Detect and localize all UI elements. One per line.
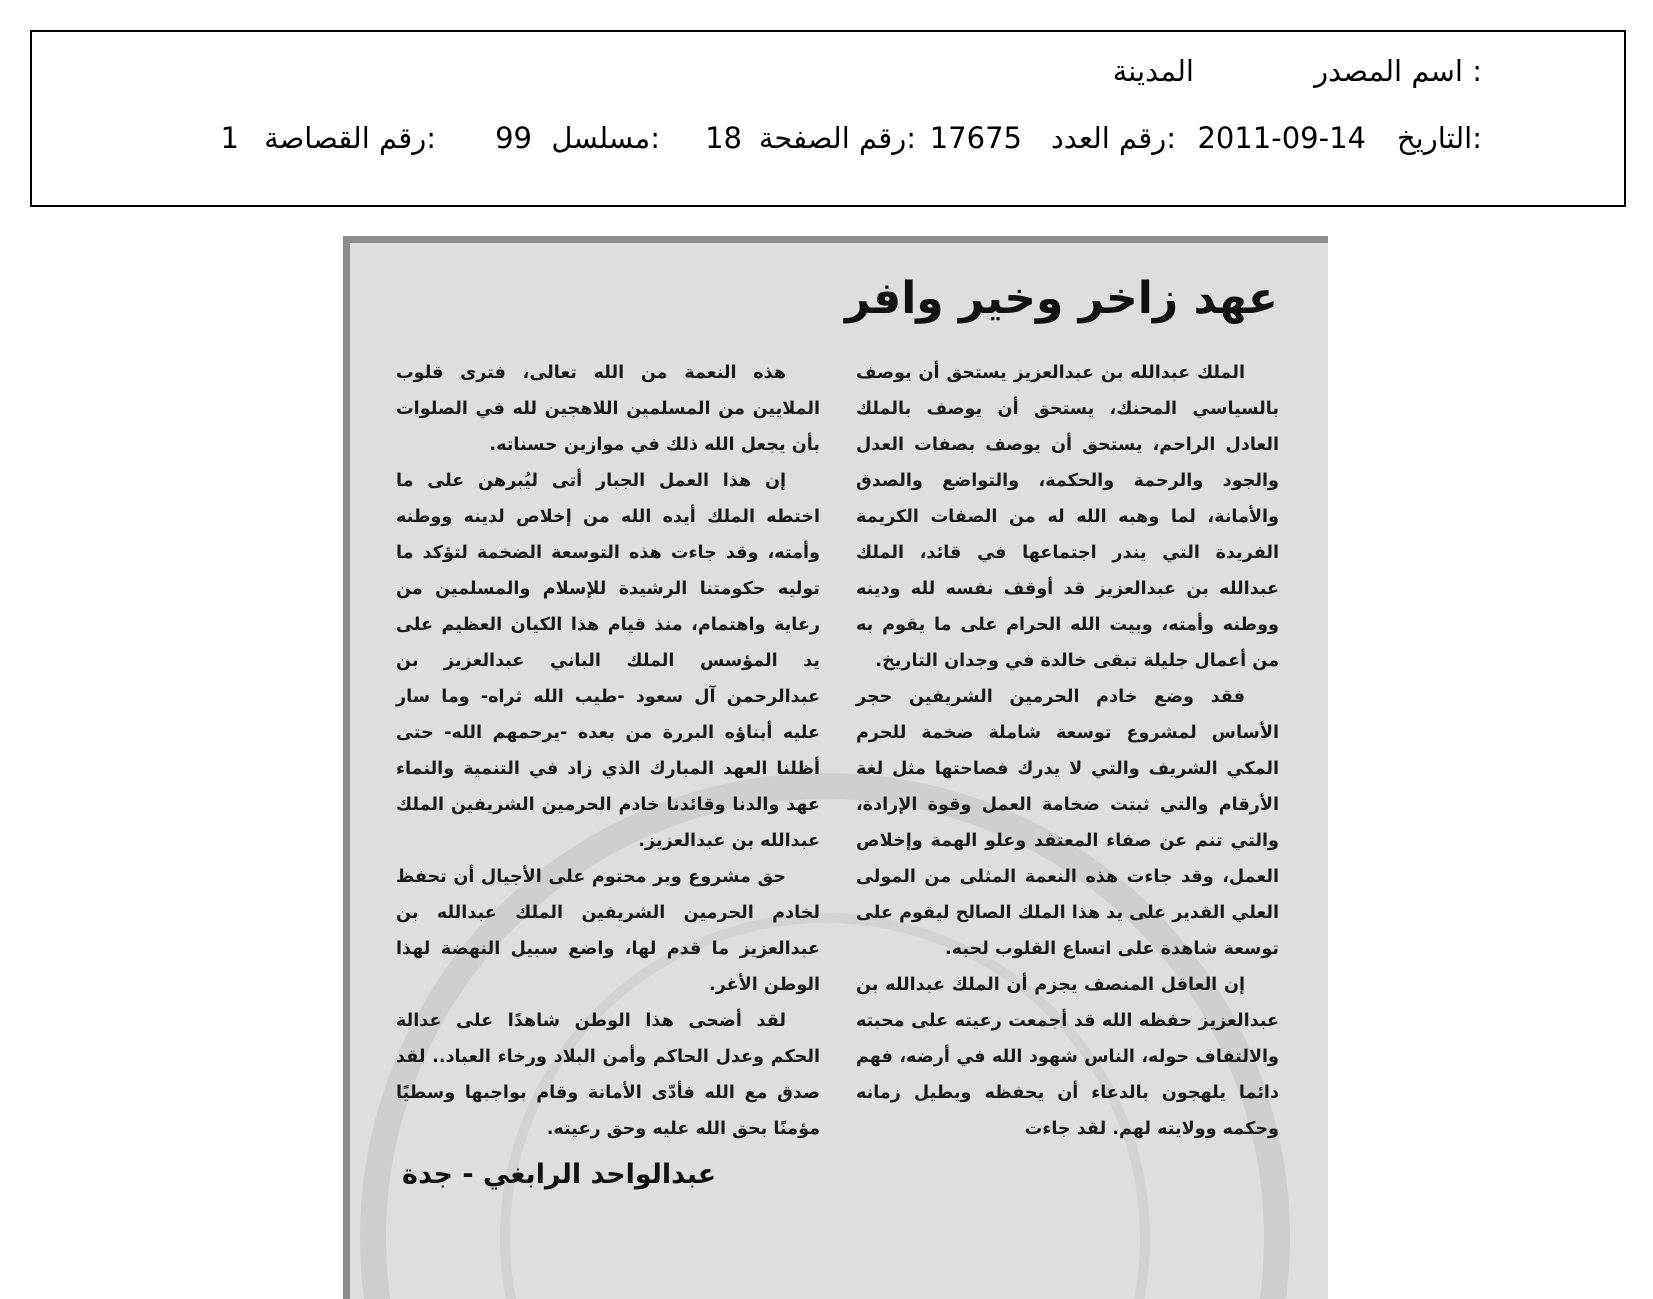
metadata-header [30,30,1626,207]
issue-label: رقم العدد: [1050,121,1176,155]
paragraph: فقد وضع خادم الحرمين الشريفين حجر الأساس لمشروع توسعة شاملة ضخمة للحرم المكي الشريف والتي لا يدرك فصاحتها مثل لغة الأرقام والتي ثبتت ضخامة العمل وقوة الإرادة، والتي تنم عن صفاء المعتقد وعلو الهمة وإخلاص العمل، وقد جاءت هذه النعمة المثلى من المولى العلي القدير على يد هذا الملك الصالح ليقوم على توسعة شاهدة على اتساع القلوب لحبه. [856,687,1279,959]
date-label: التاريخ: [1396,121,1482,155]
newspaper-clipping [343,236,1328,1299]
source-label: اسم المصدر : [1314,54,1482,88]
date-value: 2011-09-14 [1197,121,1366,155]
paragraph: إن هذا العمل الجبار أتى ليُبرهن على ما اختطه الملك أيده الله من إخلاص لدينه ووطنه وأمته، وقد جاءت هذه التوسعة الضخمة لتؤكد ما توليه حكومتنا الرشيدة للإسلام والمسلمين من رعاية واهتمام، منذ قيام هذا الكيان العظيم على يد المؤسس الملك الباني عبدالعزيز بن عبدالرحمن آل سعود -طيب الله ثراه- وما سار عليه أبناؤه البررة من بعده -يرحمهم الله- حتى أظلنا العهد المبارك الذي زاد في التنمية والنماء عهد والدنا وقائدنا خادم الحرمين الشريفين الملك عبدالله بن عبدالعزيز. [396,471,820,851]
serial-value: 99 [495,121,532,155]
clip-value: 1 [220,121,239,155]
article-byline: عبدالواحد الرابغي - جدة [402,1159,717,1190]
serial-label: مسلسل: [551,121,660,155]
issue-value: 17675 [929,121,1022,155]
article-column-right [856,355,1279,1147]
paragraph: إن العاقل المنصف يجزم أن الملك عبدالله بن عبدالعزيز حفظه الله قد أجمعت رعيته على محبته والالتفاف حوله، الناس شهود الله في أرضه، فهم دائما يلهجون بالدعاء أن يحفظه ويطيل زمانه وحكمه وولايته لهم. لقد جاءت [856,975,1279,1139]
page-value: 18 [705,121,742,155]
paragraph: لقد أضحى هذا الوطن شاهدًا على عدالة الحكم وعدل الحاكم وأمن البلاد ورخاء العباد.. لقد صدق مع الله فأدّى الأمانة وقام بواجبها وسطيًا مؤمنًا بحق الله عليه وحق رعيته. [396,1011,820,1139]
source-value: المدينة [1112,54,1194,88]
paragraph: هذه النعمة من الله تعالى، فترى قلوب الملايين من المسلمين اللاهجين لله في الصلوات بأن يجعل الله ذلك في موازين حسناته. [396,363,820,455]
article-headline: عهد زاخر وخير وافر [845,273,1278,324]
clip-label: رقم القصاصة: [264,121,436,155]
paragraph: حق مشروع وبر محتوم على الأجيال أن تحفظ لخادم الحرمين الشريفين الملك عبدالله بن عبدالعزيز ما قدم لها، واضع سبيل النهضة لهذا الوطن الأغر. [396,867,820,995]
paragraph: الملك عبدالله بن عبدالعزيز يستحق أن يوصف بالسياسي المحنك، يستحق أن يوصف بالملك العادل الراحم، يستحق أن يوصف بصفات العدل والجود والرحمة والحكمة، والتواضع والصدق والأمانة، لما وهبه الله له من الصفات الكريمة الفريدة التي يندر اجتماعها في قائد، الملك عبدالله بن عبدالعزيز قد أوقف نفسه لله ودينه ووطنه وأمته، وبيت الله الحرام على ما يقوم به من أعمال جليلة تبقى خالدة في وجدان التاريخ. [856,363,1279,671]
article-column-left [396,355,820,1147]
page-label: رقم الصفحة: [758,121,916,155]
